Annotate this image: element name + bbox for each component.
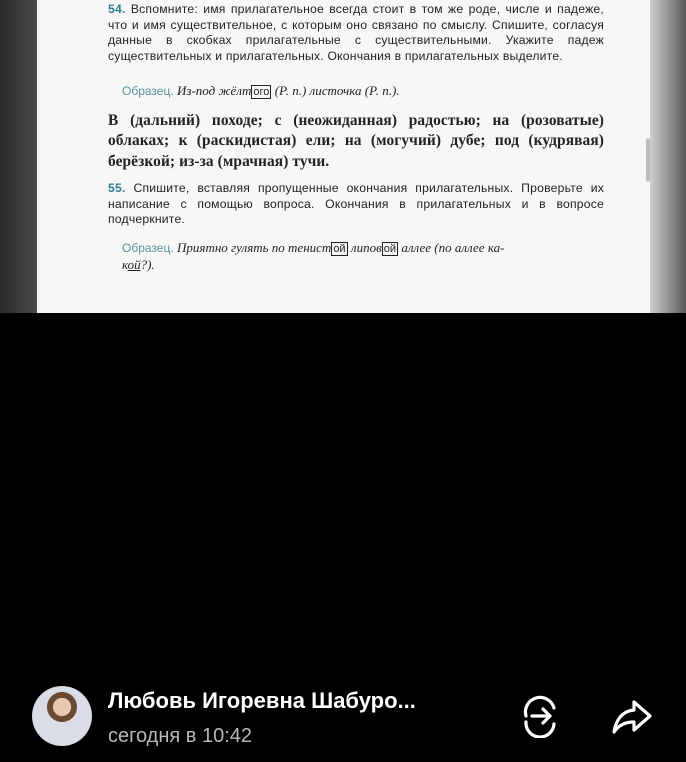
attached-photo[interactable] [0, 0, 686, 313]
sample-2-e: ?). [140, 257, 155, 272]
scroll-indicator [646, 138, 650, 182]
sample-2-underlined: ой [127, 257, 141, 272]
exercise-54-text: Вспомните: имя прилагательное всегда стоит в том же роде, числе и падеже, что и имя существительное, с которым оно связано по смыслу. Спишите, согласуя данные в скобках прилагательные с существительными. Укажите падеж существительных и прилагательных. Окончания в прилагательных выделите. [108, 2, 604, 63]
share-button[interactable] [610, 694, 654, 738]
sample-1-ending: ого [253, 86, 270, 98]
exercise-55 [108, 181, 604, 228]
photo-edge-right [650, 0, 686, 313]
avatar[interactable] [32, 686, 92, 746]
sample-1-pre: Из-под жёлт [177, 83, 252, 98]
sample-2-ending-1: ой [333, 242, 346, 255]
message-timestamp: сегодня в 10:42 [108, 725, 252, 747]
message-info-bar [0, 680, 686, 762]
exercise-54-phrases: В (дальний) походе; с (неожиданная) радостью; на (розоватые) облаках; к (раскидистая) ели; на (могучий) дубе; под (кудрявая) берёзкой; из-за (мрачная) тучи. [108, 111, 604, 170]
photo-edge-left [0, 0, 37, 313]
sample-2-c: аллее (по аллее ка- [401, 239, 505, 255]
exercise-55-text: Спишите, вставляя пропущенные окончания прилагательных. Проверьте их написание с помощью вопроса. Окончания в прилагательных и в вопросе подчеркните. [108, 181, 604, 226]
sample-2-ending-2: ой [383, 242, 396, 255]
textbook-page [37, 0, 650, 313]
save-button[interactable] [518, 694, 562, 738]
exercise-54-number: 54. [108, 2, 126, 16]
exercise-55-number: 55. [108, 181, 126, 195]
sample-1-label: Образец. [122, 84, 174, 98]
sample-2-label: Образец. [122, 240, 174, 255]
exercise-54 [108, 2, 604, 64]
sample-2-b: липов [350, 239, 382, 255]
sender-name[interactable]: Любовь Игоревна Шабуро... [108, 688, 416, 713]
download-icon [518, 694, 562, 738]
sample-2-a: Приятно гулять по тенист [177, 239, 332, 255]
sample-1-post: (Р. п.) листочка (Р. п.). [274, 83, 400, 98]
sample-2-d: к [122, 257, 128, 272]
sample-2 [122, 240, 604, 274]
sample-1 [122, 83, 604, 101]
share-icon [610, 694, 654, 738]
